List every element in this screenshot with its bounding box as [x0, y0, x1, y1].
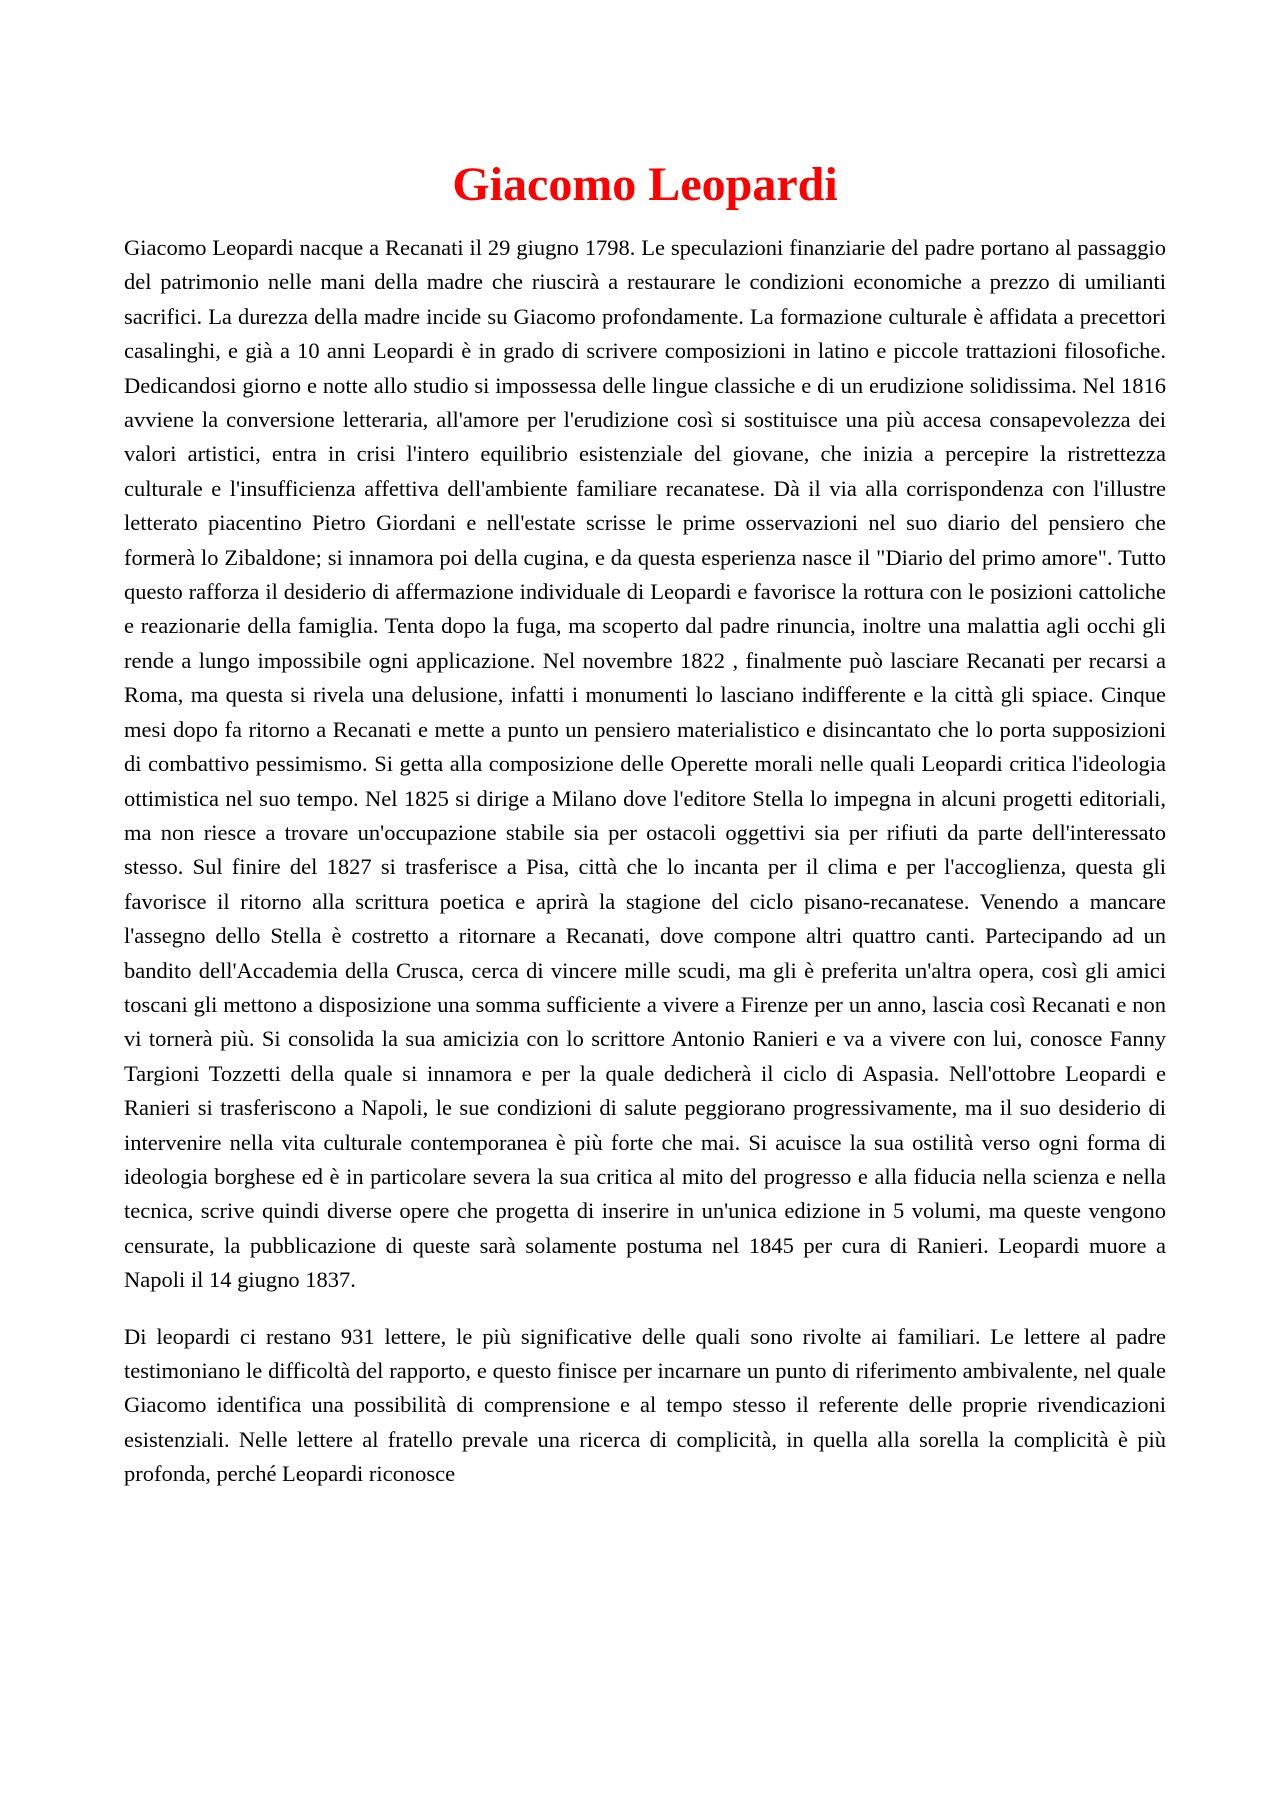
document-title: Giacomo Leopardi — [452, 158, 838, 211]
document-page — [124, 155, 1166, 1514]
paragraph-letters: Di leopardi ci restano 931 lettere, le più significative delle quali sono rivolte ai familiari. Le lettere al padre testimoniano le difficoltà del rapporto, e questo finisce per incarnare un punto di riferimento ambivalente, nel quale Giacomo identifica una possibilità di comprensione e al tempo stesso il referente delle proprie rivendicazioni esistenziali. Nelle lettere al fratello prevale una ricerca di complicità, in quella alla sorella la complicità è più profonda, perché Leopardi riconosce — [124, 1323, 1166, 1487]
paragraph-biography: Giacomo Leopardi nacque a Recanati il 29 giugno 1798. Le speculazioni finanziarie del padre portano al passaggio del patrimonio nelle mani della madre che riuscirà a restaurare le condizioni economiche a prezzo di umilianti sacrifici. La durezza della madre incide su Giacomo profondamente. La formazione culturale è affidata a precettori casalinghi, e già a 10 anni Leopardi è in grado di scrivere composizioni in latino e piccole trattazioni filosofiche. Dedicandosi giorno e notte allo studio si impossessa delle lingue classiche e di un erudizione solidissima. Nel 1816 avviene la conversione letteraria, all'amore per l'erudizione così si sostituisce una più accesa consapevolezza dei valori artistici, entra in crisi l'intero equilibrio esistenziale del giovane, che inizia a percepire la ristrettezza culturale e l'insufficienza affettiva dell'ambiente familiare recanatese. Dà il via alla corrispondenza con l'illustre letterato piacentino Pietro Giordani e nell'estate scrisse le prime osservazioni nel suo diario del pensiero che formerà lo Zibaldone; si innamora poi della cugina, e da questa esperienza nasce il "Diario del primo amore". Tutto questo rafforza il desiderio di affermazione individuale di Leopardi e favorisce la rottura con le posizioni cattoliche e reazionarie della famiglia. Tenta dopo la fuga, ma scoperto dal padre rinuncia, inoltre una malattia agli occhi gli rende a lungo impossibile ogni applicazione. Nel novembre 1822 , finalmente può lasciare Recanati per recarsi a Roma, ma questa si rivela una delusione, infatti i monumenti lo lasciano indifferente e la città gli spiace. Cinque mesi dopo fa ritorno a Recanati e mette a punto un pensiero materialistico e disincantato che lo porta supposizioni di combattivo pessimismo. Si getta alla composizione delle Operette morali nelle quali Leopardi critica l'ideologia ottimistica nel suo tempo. Nel 1825 si dirige a Milano dove l'editore Stella lo impegna in alcuni progetti editoriali, ma non riesce a trovare un'occupazione stabile sia per ostacoli oggettivi sia per rifiuti da parte dell'interessato stesso. Sul finire del 1827 si trasferisce a Pisa, città che lo incanta per il clima e per l'accoglienza, questa gli favorisce il ritorno alla scrittura poetica e aprirà la stagione del ciclo pisano-recanatese. Venendo a mancare l'assegno dello Stella è costretto a ritornare a Recanati, dove compone altri quattro canti. Partecipando ad un bandito dell'Accademia della Crusca, cerca di vincere mille scudi, ma gli è preferita un'altra opera, così gli amici toscani gli mettono a disposizione una somma sufficiente a vivere a Firenze per un anno, lascia così Recanati e non vi tornerà più. Si consolida la sua amicizia con lo scrittore Antonio Ranieri e va a vivere con lui, conosce Fanny Targioni Tozzetti della quale si innamora e per la quale dedicherà il ciclo di Aspasia. Nell'ottobre Leopardi e Ranieri si trasferiscono a Napoli, le sue condizioni di salute peggiorano progressivamente, ma il suo desiderio di intervenire nella vita culturale contemporanea è più forte che mai. Si acuisce la sua ostilità verso ogni forma di ideologia borghese ed è in particolare severa la sua critica al mito del progresso e alla fiducia nella scienza e nella tecnica, scrive quindi diverse opere che progetta di inserire in un'unica edizione in 5 volumi, ma queste vengono censurate, la pubblicazione di queste sarà solamente postuma nel 1845 per cura di Ranieri. Leopardi muore a Napoli il 14 giugno 1837. — [124, 235, 1166, 1293]
